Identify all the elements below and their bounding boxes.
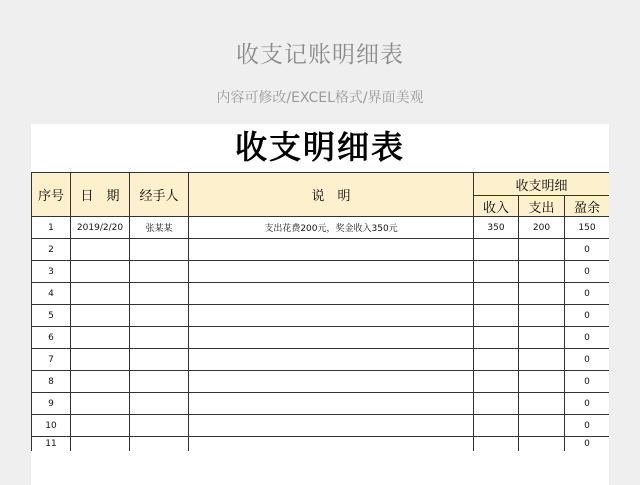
cell-description[interactable] — [189, 371, 474, 393]
cell-handler[interactable] — [130, 283, 189, 305]
cell-income[interactable] — [474, 305, 519, 327]
cell-handler[interactable] — [130, 437, 189, 452]
cell-income[interactable] — [474, 393, 519, 415]
cell-expense[interactable] — [519, 371, 565, 393]
cell-income[interactable] — [474, 239, 519, 261]
cell-expense[interactable]: 200 — [519, 217, 565, 239]
table-row — [32, 239, 610, 261]
cell-seq[interactable]: 3 — [32, 261, 71, 283]
table-row — [32, 327, 610, 349]
cell-income[interactable] — [474, 437, 519, 452]
cell-balance[interactable]: 0 — [565, 393, 610, 415]
cell-date[interactable] — [71, 415, 130, 437]
cell-date[interactable] — [71, 327, 130, 349]
table-row — [32, 415, 610, 437]
header-income[interactable]: 收入 — [474, 196, 519, 217]
cell-seq[interactable]: 7 — [32, 349, 71, 371]
header-expense[interactable]: 支出 — [519, 196, 565, 217]
table-row — [32, 261, 610, 283]
header-group-detail[interactable]: 收支明细 — [474, 173, 610, 196]
cell-seq[interactable]: 8 — [32, 371, 71, 393]
cell-income[interactable] — [474, 327, 519, 349]
cell-description[interactable] — [189, 327, 474, 349]
cell-seq[interactable]: 2 — [32, 239, 71, 261]
cell-balance[interactable]: 0 — [565, 437, 610, 452]
header-balance[interactable]: 盈余 — [565, 196, 610, 217]
cell-expense[interactable] — [519, 393, 565, 415]
cell-balance[interactable]: 0 — [565, 283, 610, 305]
cell-income[interactable]: 350 — [474, 217, 519, 239]
cell-balance[interactable]: 0 — [565, 415, 610, 437]
cell-seq[interactable]: 1 — [32, 217, 71, 239]
cell-date[interactable]: 2019/2/20 — [71, 217, 130, 239]
cell-expense[interactable] — [519, 283, 565, 305]
table-row — [32, 349, 610, 371]
cell-expense[interactable] — [519, 261, 565, 283]
cell-date[interactable] — [71, 349, 130, 371]
cell-date[interactable] — [71, 283, 130, 305]
cell-description[interactable] — [189, 305, 474, 327]
cell-balance[interactable]: 0 — [565, 349, 610, 371]
cell-handler[interactable] — [130, 261, 189, 283]
cell-date[interactable] — [71, 261, 130, 283]
cell-expense[interactable] — [519, 437, 565, 452]
table-row — [32, 217, 610, 239]
cell-description[interactable] — [189, 283, 474, 305]
cell-balance[interactable]: 0 — [565, 371, 610, 393]
cell-description[interactable] — [189, 437, 474, 452]
page-subtitle: 内容可修改/EXCEL格式/界面美观 — [216, 90, 424, 106]
cell-handler[interactable] — [130, 415, 189, 437]
cell-seq[interactable]: 11 — [32, 437, 71, 452]
cell-seq[interactable]: 5 — [32, 305, 71, 327]
cell-income[interactable] — [474, 261, 519, 283]
cell-income[interactable] — [474, 349, 519, 371]
cell-description[interactable]: 支出花费200元，奖金收入350元 — [189, 217, 474, 239]
ledger-header — [32, 173, 610, 217]
cell-balance[interactable]: 150 — [565, 217, 610, 239]
cell-date[interactable] — [71, 239, 130, 261]
cell-expense[interactable] — [519, 305, 565, 327]
cell-expense[interactable] — [519, 349, 565, 371]
cell-seq[interactable]: 4 — [32, 283, 71, 305]
cell-seq[interactable]: 9 — [32, 393, 71, 415]
ledger-body — [32, 217, 610, 452]
cell-handler[interactable]: 张某某 — [130, 217, 189, 239]
cell-handler[interactable] — [130, 393, 189, 415]
cell-expense[interactable] — [519, 239, 565, 261]
cell-description[interactable] — [189, 415, 474, 437]
cell-date[interactable] — [71, 371, 130, 393]
cell-date[interactable] — [71, 393, 130, 415]
cell-seq[interactable]: 6 — [32, 327, 71, 349]
cell-handler[interactable] — [130, 305, 189, 327]
cell-handler[interactable] — [130, 349, 189, 371]
cell-seq[interactable]: 10 — [32, 415, 71, 437]
header-handler[interactable]: 经手人 — [130, 173, 189, 217]
sheet-title: 收支明细表 — [234, 128, 405, 166]
table-row — [32, 283, 610, 305]
cell-balance[interactable]: 0 — [565, 239, 610, 261]
cell-income[interactable] — [474, 415, 519, 437]
cell-balance[interactable]: 0 — [565, 327, 610, 349]
table-row — [32, 437, 610, 452]
cell-expense[interactable] — [519, 327, 565, 349]
table-row — [32, 393, 610, 415]
cell-description[interactable] — [189, 261, 474, 283]
cell-description[interactable] — [189, 393, 474, 415]
page-title: 收支记账明细表 — [236, 42, 404, 68]
cell-balance[interactable]: 0 — [565, 261, 610, 283]
cell-date[interactable] — [71, 305, 130, 327]
header-date[interactable]: 日 期 — [71, 173, 130, 217]
cell-balance[interactable]: 0 — [565, 305, 610, 327]
cell-handler[interactable] — [130, 239, 189, 261]
cell-handler[interactable] — [130, 327, 189, 349]
cell-description[interactable] — [189, 349, 474, 371]
header-description[interactable]: 说 明 — [189, 173, 474, 217]
ledger-sheet — [31, 124, 609, 485]
table-row — [32, 305, 610, 327]
header-seq[interactable]: 序号 — [32, 173, 71, 217]
table-row — [32, 371, 610, 393]
cell-handler[interactable] — [130, 371, 189, 393]
cell-description[interactable] — [189, 239, 474, 261]
cell-date[interactable] — [71, 437, 130, 452]
cell-income[interactable] — [474, 283, 519, 305]
ledger-table — [31, 172, 609, 451]
cell-income[interactable] — [474, 371, 519, 393]
cell-expense[interactable] — [519, 415, 565, 437]
